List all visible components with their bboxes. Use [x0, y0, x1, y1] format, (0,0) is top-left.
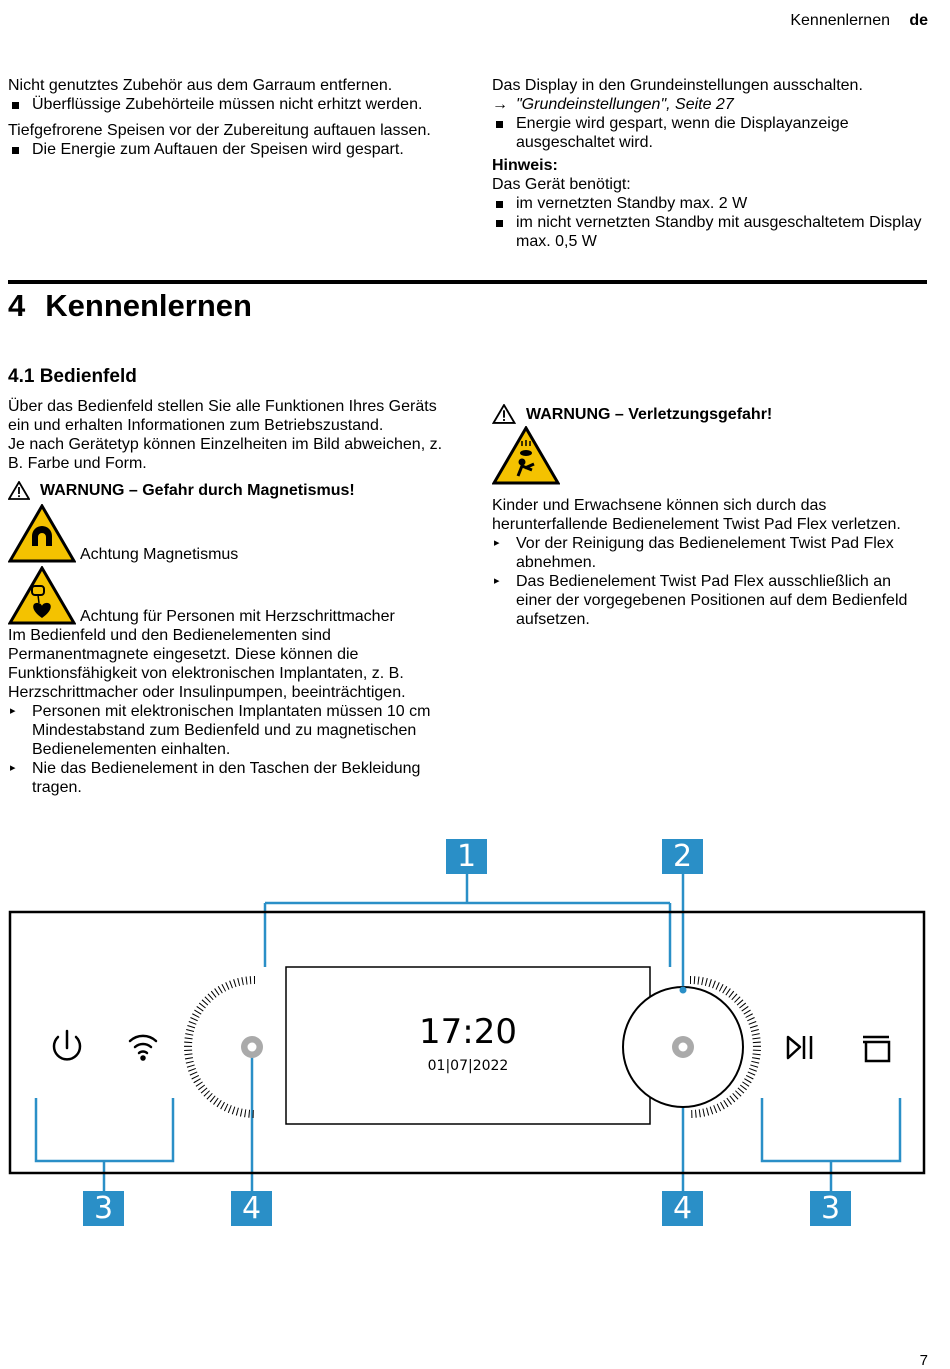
step-arrow-icon: ▸ [494, 575, 500, 587]
callout-2: 2 [662, 839, 703, 874]
note-item: im vernetzten Standby max. 2 W [492, 194, 932, 213]
magnet-warning-icon [8, 504, 76, 564]
bullet-square-icon [496, 220, 503, 227]
step-arrow-icon: ▸ [494, 537, 500, 549]
display-date: 01|07|2022 [427, 1058, 509, 1074]
warning-triangle-icon [8, 481, 30, 500]
falling-object-warning-icon [492, 426, 560, 486]
warning-magnetism-title: WARNUNG – Gefahr durch Magnetismus! [8, 481, 444, 500]
wifi-icon[interactable] [130, 1036, 156, 1060]
step-arrow-icon: ▸ [10, 762, 16, 774]
note-item: im nicht vernetzten Standby mit ausgeschaltetem Display max. 0,5 W [492, 213, 932, 251]
callout-3-right: 3 [810, 1191, 851, 1226]
step-arrow-icon: ▸ [10, 705, 16, 717]
pacemaker-warning-icon [8, 566, 76, 626]
callout-4-left: 4 [231, 1191, 272, 1226]
bedienfeld-right-column [492, 404, 928, 629]
action-step: ▸ Personen mit elektronischen Implantaten müssen 10 cm Mindestabstand zum Bedienfeld und zu magnetischen Bedienelementen einhalten. [10, 703, 431, 758]
bullet-square-icon [496, 121, 503, 128]
body-text: Über das Bedienfeld stellen Sie alle Funktionen Ihres Geräts ein und erhalten Informationen zum Betriebszustand. [8, 398, 437, 434]
bedienfeld-left-column [8, 397, 444, 797]
energy-tips-left [8, 76, 448, 159]
arrow-right-icon: → [492, 96, 508, 113]
result-item: Energie wird gespart, wenn die Displayanzeige ausgeschaltet wird. [492, 114, 932, 152]
section-heading: 4.1 Bedienfeld [8, 366, 137, 387]
callout-3-left: 3 [83, 1191, 124, 1226]
chapter-heading: 4 Kennenlernen [8, 288, 252, 323]
action-step: ▸ Das Bedienelement Twist Pad Flex ausschließlich an einer der vorgegebenen Positionen auf dem Bedienfeld aufsetzen. [494, 573, 908, 628]
callout-4-right: 4 [662, 1191, 703, 1226]
tip-text: Nicht genutztes Zubehör aus dem Garraum entfernen. [8, 77, 393, 94]
running-header-language: de [909, 12, 928, 29]
tip-text: Tiefgefrorene Speisen vor der Zubereitung auftauen lassen. [8, 122, 431, 139]
cross-reference: → "Grundeinstellungen", Seite 27 [492, 96, 734, 113]
magnetism-hazard: Achtung Magnetismus [8, 504, 444, 564]
result-item: Die Energie zum Auftauen der Speisen wird gespart. [8, 140, 448, 159]
body-text: Kinder und Erwachsene können sich durch das herunterfallende Bedienelement Twist Pad Flex verletzen. [492, 497, 901, 533]
action-step: ▸ Nie das Bedienelement in den Taschen der Bekleidung tragen. [10, 760, 421, 796]
tip-text: Das Display in den Grundeinstellungen ausschalten. [492, 77, 863, 94]
bullet-square-icon [12, 102, 19, 109]
bullet-square-icon [12, 147, 19, 154]
action-step: ▸ Vor der Reinigung das Bedienelement Twist Pad Flex abnehmen. [494, 535, 894, 571]
note-text: Das Gerät benötigt: [492, 176, 631, 193]
display-time: 17:20 [419, 1012, 517, 1052]
note-title: Hinweis: [492, 157, 558, 174]
warning-injury-title: WARNUNG – Verletzungsgefahr! [492, 404, 928, 424]
warning-triangle-icon [492, 404, 516, 424]
callout-1: 1 [446, 839, 487, 874]
play-pause-icon[interactable] [788, 1036, 811, 1059]
power-icon[interactable] [54, 1031, 80, 1059]
running-header-section: Kennenlernen [790, 12, 890, 29]
body-text: Im Bedienfeld und den Bedienelementen sind Permanentmagnete eingesetzt. Diese können die Funktionsfähigkeit von elektronischen Implantaten, z. B. Herzschrittmacher oder Insulinpumpen, beeinträchtigen. [8, 627, 406, 701]
door-icon[interactable] [863, 1037, 889, 1061]
result-item: Überflüssige Zubehörteile müssen nicht erhitzt werden. [8, 95, 448, 114]
body-text: Je nach Gerätetyp können Einzelheiten im Bild abweichen, z. B. Farbe und Form. [8, 436, 443, 472]
chapter-rule [8, 280, 927, 284]
pacemaker-hazard: Achtung für Personen mit Herzschrittmacher [8, 566, 444, 626]
energy-tips-right [492, 76, 932, 251]
page-number: 7 [919, 1352, 928, 1369]
bullet-square-icon [496, 201, 503, 208]
